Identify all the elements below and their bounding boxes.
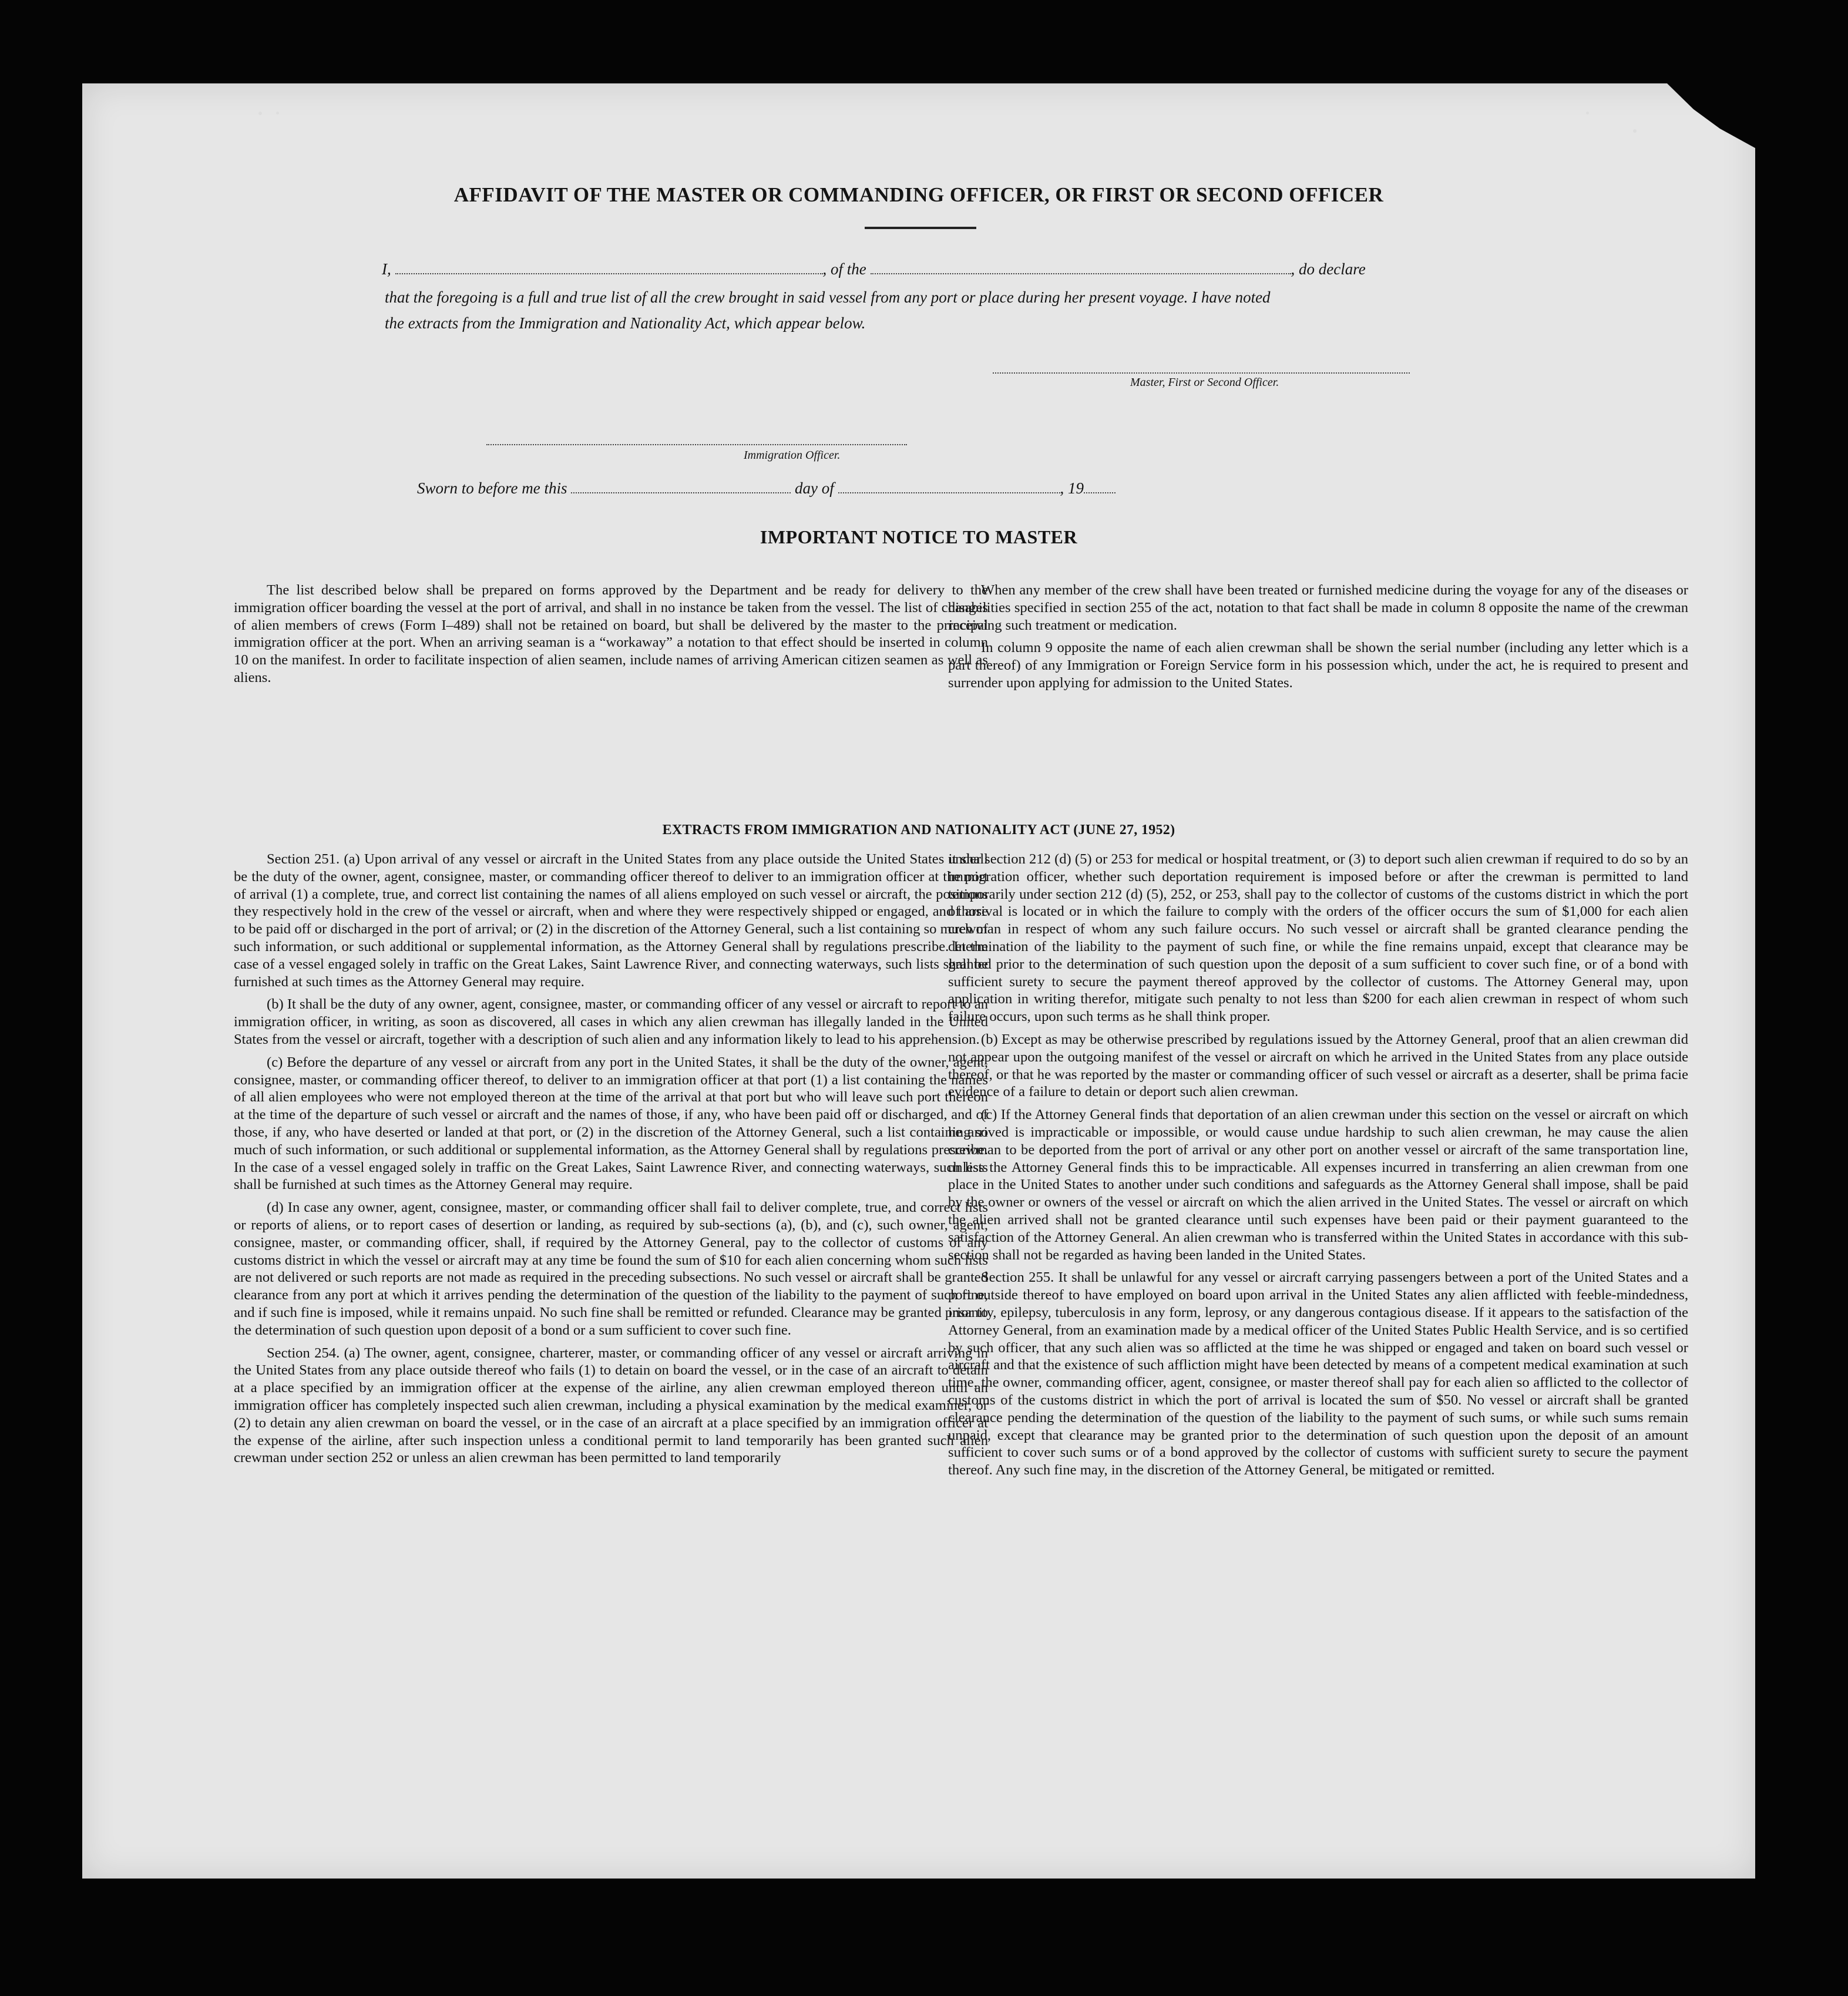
scan-speck	[1633, 129, 1637, 133]
affidavit-title: AFFIDAVIT OF THE MASTER OR COMMANDING OFFICER, OR FIRST OR SECOND OFFICER	[453, 183, 1384, 206]
extracts-left-column	[234, 851, 988, 1472]
sworn-year: , 19	[1060, 479, 1084, 497]
vessel-blank	[871, 268, 1291, 274]
section-254-b: (b) Except as may be otherwise prescribed by regulations issued by the Attorney General, proof that an alien crewman did not appear upon the outgoing manifest of the vessel or aircraft on which he arrived in the United States from any place outside thereof, or that he was reported by the master or commanding officer of such vessel or aircraft as a deserter, shall be prima facie evidence of a failure to detain or deport such alien crewman.	[948, 1031, 1688, 1100]
section-251-d: (d) In case any owner, agent, consignee, master, or commanding officer shall fail to deliver complete, true, and correct lists or reports of aliens, or to report cases of desertion or landing, as required by sub-sections (a), (b), and (c), such owner, agent, consignee, master, or commanding officer, shall, if required by the Attorney General, pay to the collector of customs of any customs district in which the vessel or aircraft may at any time be found the sum of $10 for each alien concerning whom such lists are not delivered or such reports are not made as required in the preceding subsections. No such vessel or aircraft shall be granted clearance from any port at which it arrives pending the determination of the question of the liability to the payment of such fine, and if such fine is imposed, while it remains unpaid. No such fine shall be remitted or refunded. Clearance may be granted prior to the determination of such question upon deposit of a bond or a sum sufficient to cover such fine.	[234, 1199, 988, 1338]
master-signature-line	[993, 372, 1410, 374]
section-254-a-cont: under section 212 (d) (5) or 253 for medical or hospital treatment, or (3) to deport such alien crewman if required to do so by an immigration officer, whether such deportation requirement is imposed before or after the crewman is permitted to land temporarily under section 212 (d) (5), 252, or 253, shall pay to the collector of customs of the customs district in which the port of arrival is located or in which the failure to comply with the orders of the officer occurs the sum of $1,000 for each alien crewman in respect of whom any such failure occurs. No such vessel or aircraft shall be granted clearance pending the determination of the liability to the payment of such fine, or while the fine remains unpaid, except that clearance may be granted prior to the determination of such question upon the deposit of a sum sufficient to cover such fine, or of a bond with sufficient surety to secure the payment thereof approved by the collector of customs. The Attorney General may, upon application in writing therefor, mitigate such penalty to not less than $200 for each alien crewman in respect of whom such failure occurs, upon such terms as he shall think proper.	[948, 851, 1688, 1025]
month-blank	[838, 488, 1060, 493]
extracts-right-column	[948, 851, 1688, 1484]
name-blank	[395, 268, 823, 274]
section-251-a: Section 251. (a) Upon arrival of any vessel or aircraft in the United States from any place outside the United States it shall be the duty of the owner, agent, consignee, master, or commanding officer thereof to deliver to an immigration officer at the port of arrival (1) a complete, true, and correct list containing the names of all aliens employed on such vessel or aircraft, the positions they respectively hold in the crew of the vessel or aircraft, when and where they were respectively shipped or engaged, and those to be paid off or discharged in the port of arrival; or (2) in the discretion of the Attorney General, such a list containing so much of such information, or such additional or supplemental information, as the Attorney General shall by regulations prescribe. In the case of a vessel engaged solely in traffic on the Great Lakes, Saint Lawrence River, and connecting waterways, such lists shall be furnished at such times as the Attorney General may require.	[234, 851, 988, 990]
declaration-line-1	[382, 256, 1545, 282]
declaration-of-the: , of the	[822, 260, 866, 278]
section-251-b: (b) It shall be the duty of any owner, agent, consignee, master, or commanding officer of any vessel or aircraft to report to an immigration officer, in writing, as soon as discovered, all cases in which any alien crewman has illegally landed in the United States from the vessel or aircraft, together with a description of such alien and any information likely to lead to his apprehension.	[234, 996, 988, 1047]
sworn-line	[417, 479, 1115, 498]
extracts-heading: EXTRACTS FROM IMMIGRATION AND NATIONALITY ACT (JUNE 27, 1952)	[662, 822, 1175, 838]
scan-speck	[1586, 112, 1589, 115]
year-blank	[1084, 488, 1115, 493]
section-254-a: Section 254. (a) The owner, agent, consignee, charterer, master, or commanding officer of any vessel or aircraft arriving in the United States from any place outside thereof who fails (1) to detain on board the vessel, or in the case of an aircraft to detain at a place specified by an immigration officer at the expense of the airline, any alien crewman employed thereon until an immigration officer has completely inspected such alien crewman, including a physical examination by the medical examiner, or (2) to detain any alien crewman on board the vessel, or in the case of an aircraft at a place specified by an immigration officer at the expense of the airline, after such inspection unless a conditional permit to land temporarily has been granted such alien crewman under section 252 or unless an alien crewman has been permitted to land temporarily	[234, 1345, 988, 1466]
torn-corner	[1667, 83, 1755, 148]
section-254-c: (c) If the Attorney General finds that deportation of an alien crewman under this section on the vessel or aircraft on which he arrived is impracticable or impossible, or would cause undue hardship to such alien crewman, he may cause the alien crewman to be deported from the port of arrival or any other port on another vessel or aircraft of the same transportation line, unless the Attorney General finds this to be impracticable. All expenses incurred in transferring an alien crewman from one place in the United States to another under such conditions and safeguards as the Attorney General shall impose, shall be paid by the owner or owners of the vessel or aircraft on which the alien arrived in the United States. The vessel or aircraft on which the alien arrived shall not be granted clearance until such expenses have been paid or their payment guaranteed to the satisfaction of the Attorney General. An alien crewman who is transferred within the United States in accordance with this sub-section shall not be regarded as having been landed in the United States.	[948, 1107, 1688, 1263]
document-page	[82, 83, 1755, 1879]
sworn-prefix: Sworn to before me this	[417, 479, 567, 497]
scan-speck	[276, 112, 279, 115]
scan-speck	[258, 112, 262, 115]
declaration-i: I,	[382, 260, 391, 278]
declaration-line-2: that the foregoing is a full and true list of all the crew brought in said vessel from any port or place during her present voyage. I have noted	[385, 288, 1271, 306]
notice-right-paragraph-1: When any member of the crew shall have been treated or furnished medicine during the voyage for any of the diseases or disabilities specified in section 255 of the act, notation to that fact shall be made in column 8 opposite the name of the crewman receiving such treatment or medication.	[948, 582, 1688, 633]
sworn-day-of: day of	[795, 479, 834, 497]
notice-right-column	[948, 582, 1688, 697]
title-rule	[865, 227, 976, 229]
notice-left-column	[234, 582, 988, 692]
officer-signature-label: Immigration Officer.	[744, 449, 841, 462]
declaration-do-declare: , do declare	[1291, 260, 1366, 278]
day-blank	[571, 488, 791, 493]
notice-left-paragraph: The list described below shall be prepared on forms approved by the Department and be ready for delivery to the immigration officer boarding the vessel at the port of arrival, and shall in no instance be taken from the vessel. The list of changes of alien members of crews (Form I–489) shall not be retained on board, but shall be delivered by the master to the principal immigration officer at the port. When an arriving seaman is a “workaway” a notation to that effect should be inserted in column 10 on the manifest. In order to facilitate inspection of alien seamen, include names of arriving American citizen seamen as well as aliens.	[234, 582, 988, 686]
notice-right-paragraph-2: In column 9 opposite the name of each alien crewman shall be shown the serial number (including any letter which is a part thereof) of any Immigration or Foreign Service form in his possession which, under the act, he is required to present and surrender upon applying for admission to the United States.	[948, 640, 1688, 691]
section-255: Section 255. It shall be unlawful for any vessel or aircraft carrying passengers between a port of the United States and a port outside thereof to have employed on board upon arrival in the United States any alien afflicted with feeble-mindedness, insanity, epilepsy, tuberculosis in any form, leprosy, or any dangerous contagious disease. If it appears to the satisfaction of the Attorney General, from an examination made by a medical officer of the United States Public Health Service, and is so certified by such officer, that any such alien was so afflicted at the time he was shipped or engaged and taken on board such vessel or aircraft and that the existence of such affliction might have been detected by means of a competent medical examination at such time, the owner, commanding officer, agent, consignee, or master thereof shall pay for each alien so afflicted to the collector of customs of the customs district in which the port of arrival is located the sum of $50. No vessel or aircraft shall be granted clearance pending the determination of the question of the liability to the payment of such sums, or while such sums remain unpaid, except that clearance may be granted prior to the determination of such question upon the deposit of an amount sufficient to cover such sums or of a bond approved by the collector of customs with sufficient surety to secure the payment thereof. Any such fine may, in the discretion of the Attorney General, be mitigated or remitted.	[948, 1269, 1688, 1478]
officer-signature-line	[486, 444, 907, 445]
notice-heading: IMPORTANT NOTICE TO MASTER	[760, 526, 1078, 547]
section-251-c: (c) Before the departure of any vessel or aircraft from any port in the United States, it shall be the duty of the owner, agent, consignee, master, or commanding officer thereof, to deliver to an immigration officer at that port (1) a list containing the names of all alien employees who were not employed thereon at the time of the arrival at that port but who will leave such port thereon at the time of the departure of such vessel or aircraft and the names of those, if any, who have been paid off or discharged, and of those, if any, who have deserted or landed at that port, or (2) in the discretion of the Attorney General, such a list containing so much of such information, or such additional or supplemental information, as the Attorney General shall by regulations prescribe. In the case of a vessel engaged solely in traffic on the Great Lakes, Saint Lawrence River, and connecting waterways, such lists shall be furnished at such times as the Attorney General may require.	[234, 1054, 988, 1193]
declaration-line-3: the extracts from the Immigration and Nationality Act, which appear below.	[385, 314, 866, 332]
master-signature-label: Master, First or Second Officer.	[1130, 376, 1279, 389]
